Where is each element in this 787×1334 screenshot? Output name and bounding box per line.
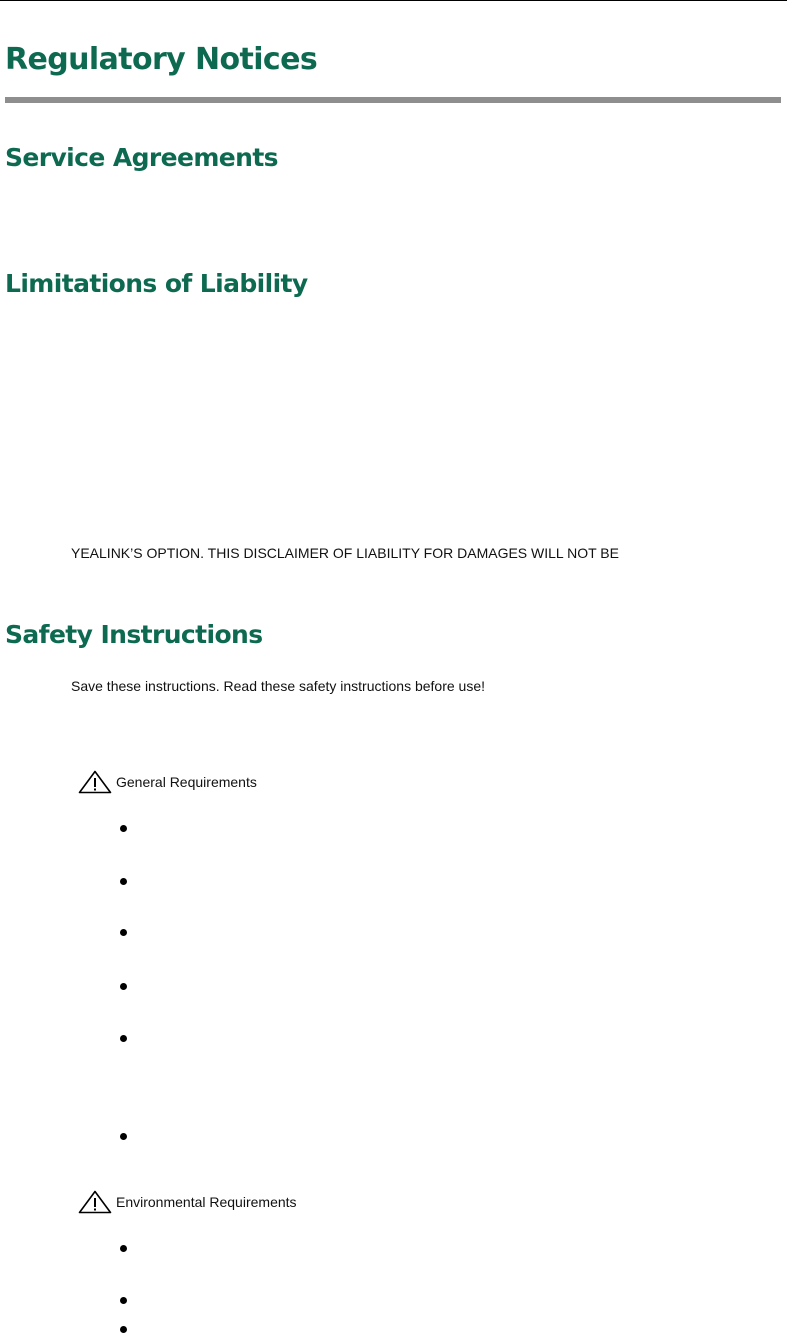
list-item-bullet: [120, 1297, 127, 1304]
general-requirements-heading: [78, 770, 257, 794]
heading-limitations-of-liability: Limitations of Liability: [5, 269, 308, 298]
list-item-bullet: [120, 1326, 127, 1333]
safety-intro-text: Save these instructions. Read these safety instructions before use!: [71, 678, 486, 694]
warning-triangle-icon: [78, 1190, 112, 1214]
heading-safety-instructions: Safety Instructions: [5, 620, 263, 649]
list-item-bullet: [120, 878, 127, 885]
warning-triangle-icon: [78, 770, 112, 794]
environmental-requirements-heading: [78, 1190, 297, 1214]
list-item-bullet: [120, 1035, 127, 1042]
page-top-rule: [0, 0, 787, 1]
list-item-bullet: [120, 929, 127, 936]
list-item-bullet: [120, 983, 127, 990]
general-requirements-label: General Requirements: [116, 774, 257, 790]
list-item-bullet: [120, 1245, 127, 1252]
title-divider: [5, 97, 781, 103]
list-item-bullet: [120, 825, 127, 832]
page-title: Regulatory Notices: [5, 42, 318, 77]
heading-service-agreements: Service Agreements: [5, 143, 278, 172]
list-item-bullet: [120, 1133, 127, 1140]
liability-disclaimer-line: YEALINK’S OPTION. THIS DISCLAIMER OF LIABILITY FOR DAMAGES WILL NOT BE: [71, 545, 619, 561]
environmental-requirements-label: Environmental Requirements: [116, 1194, 297, 1210]
